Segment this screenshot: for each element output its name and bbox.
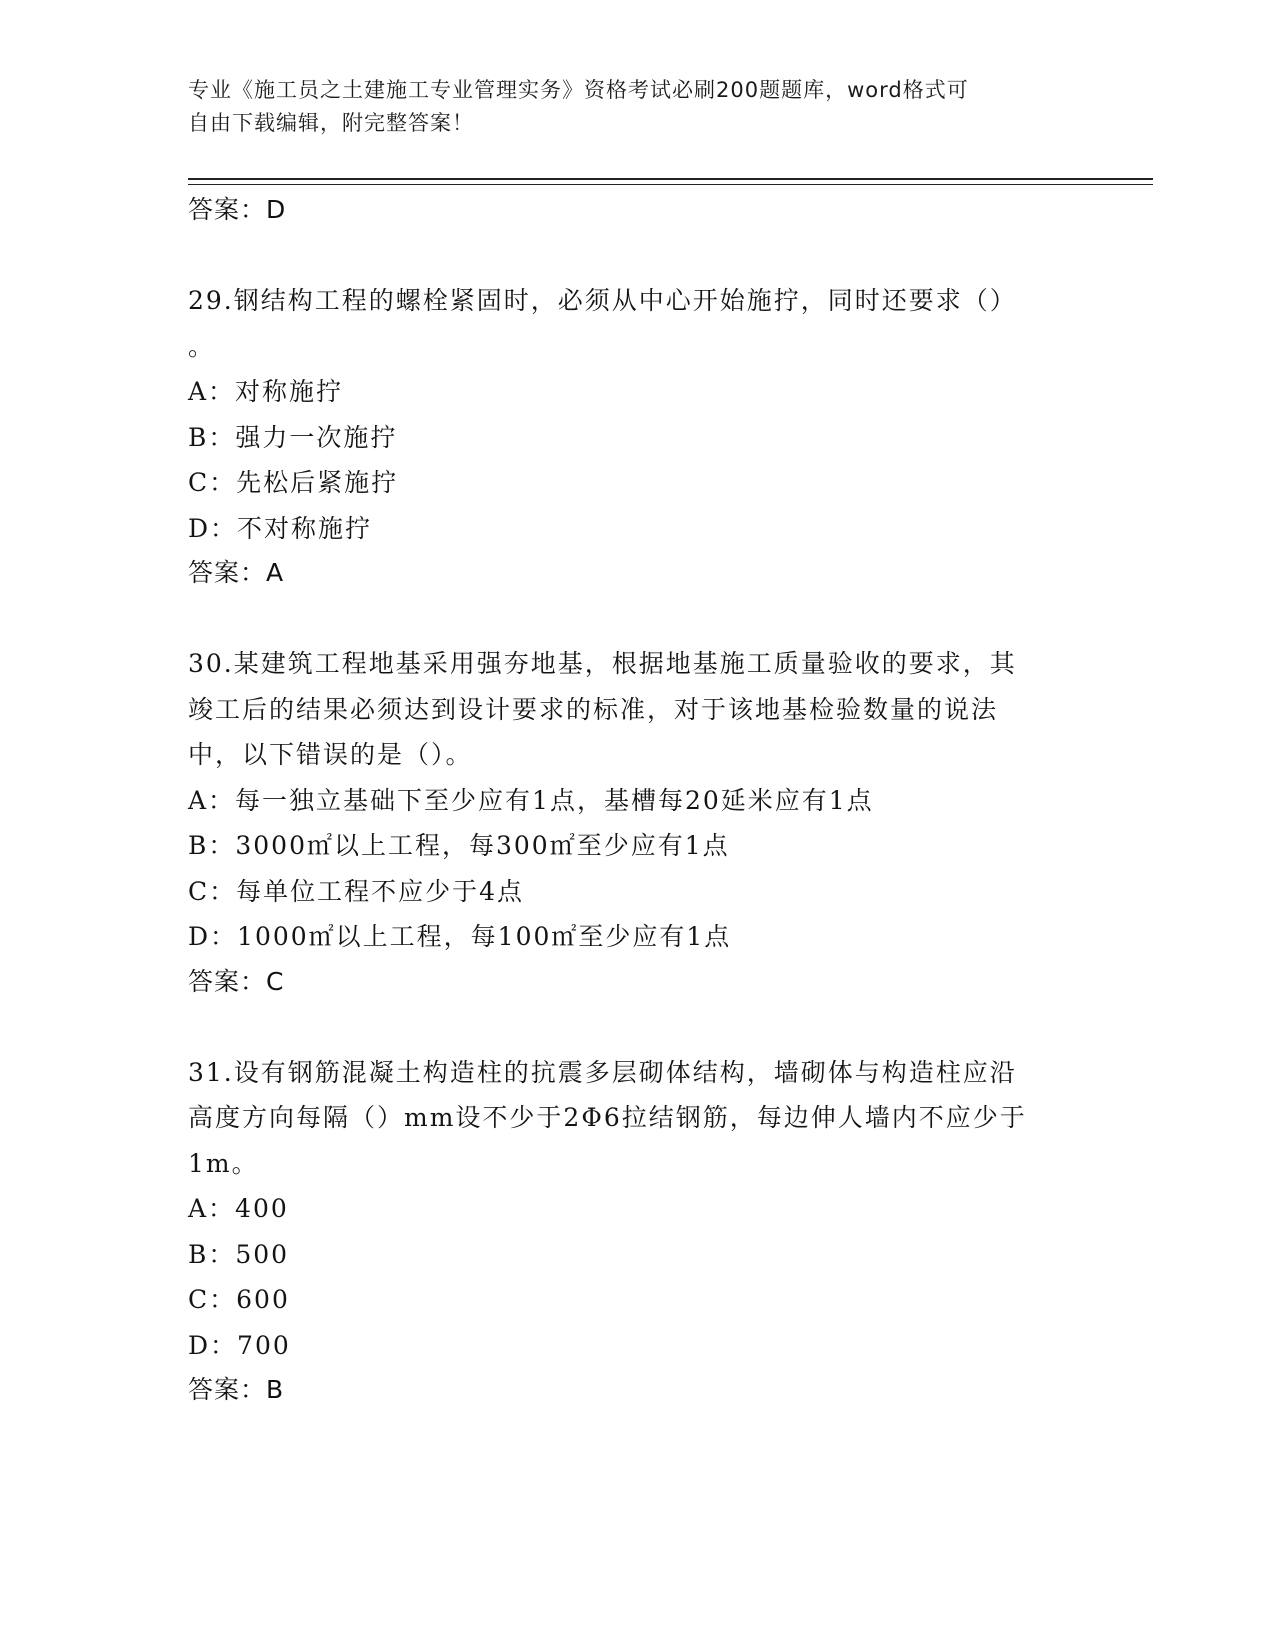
option-a: A：每一独立基础下至少应有1点，基槽每20延米应有1点 (188, 785, 874, 815)
spacer (188, 232, 1088, 278)
question-29 (188, 278, 1088, 595)
question-30 (188, 641, 1088, 1004)
question-line: 29.钢结构工程的螺栓紧固时，必须从中心开始施拧，同时还要求（） (188, 286, 1017, 315)
question-31 (188, 1050, 1088, 1413)
document-header (188, 74, 1068, 140)
answer: 答案：A (188, 558, 285, 587)
question-line: 30.某建筑工程地基采用强夯地基，根据地基施工质量验收的要求，其 (188, 649, 1017, 678)
option-a: A：400 (188, 1194, 289, 1223)
previous-answer: 答案：D (188, 195, 287, 224)
answer: 答案：B (188, 1375, 285, 1404)
option-b: B：500 (188, 1239, 290, 1269)
spacer (188, 595, 1088, 641)
header-divider-thin (188, 184, 1153, 185)
option-a: A：对称施拧 (188, 377, 344, 406)
option-b: B：强力一次施拧 (188, 422, 398, 452)
question-text (188, 1050, 1088, 1187)
question-line: 。 (188, 331, 216, 361)
header-title-line-1: 专业《施工员之土建施工专业管理实务》资格考试必刷200题题库，word格式可 (188, 78, 969, 102)
option-c: C：每单位工程不应少于4点 (188, 876, 525, 906)
question-text (188, 641, 1088, 778)
option-d: D：1000㎡以上工程，每100㎡至少应有1点 (188, 922, 732, 951)
option-c: C：600 (188, 1285, 290, 1314)
question-line: 31.设有钢筋混凝土构造柱的抗震多层砌体结构，墙砌体与构造柱应沿 (188, 1057, 1017, 1087)
answer: 答案：C (188, 966, 285, 996)
question-line: 中，以下错误的是（）。 (188, 740, 473, 769)
question-text (188, 278, 1088, 369)
question-line: 高度方向每隔（）mm设不少于2Φ6拉结钢筋，每边伸人墙内不应少于 (188, 1103, 1027, 1132)
question-line: 1m。 (188, 1148, 259, 1178)
option-d: D：不对称施拧 (188, 513, 373, 543)
question-line: 竣工后的结果必须达到设计要求的标准，对于该地基检验数量的说法 (188, 694, 999, 724)
option-b: B：3000㎡以上工程，每300㎡至少应有1点 (188, 831, 730, 860)
spacer (188, 1004, 1088, 1050)
option-d: D：700 (188, 1330, 291, 1360)
option-c: C：先松后紧施拧 (188, 468, 399, 497)
header-title-line-2: 自由下载编辑，附完整答案！ (188, 111, 474, 135)
question-list (188, 188, 1088, 1412)
header-divider-thick (188, 178, 1153, 180)
